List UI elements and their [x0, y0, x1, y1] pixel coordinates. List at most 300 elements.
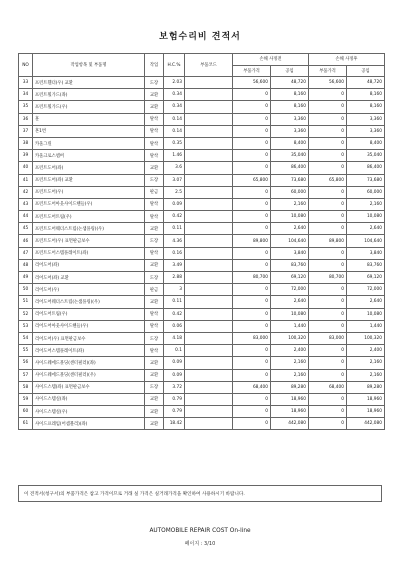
row-after-part-price: 0: [309, 296, 347, 308]
row-hours: 4.36: [164, 235, 185, 247]
estimate-table: [18, 53, 385, 430]
row-item: 혼1번: [33, 125, 145, 137]
row-after-labor: 1,440: [347, 320, 385, 332]
row-no: 43: [19, 198, 33, 210]
row-hours: 18.42: [164, 418, 185, 430]
table-row: [19, 211, 385, 223]
row-work: 탈착: [145, 113, 164, 125]
row-item: 프런트도어트림(우): [33, 211, 145, 223]
row-after-part-price: 0: [309, 345, 347, 357]
row-no: 49: [19, 272, 33, 284]
row-after-labor: 8,160: [347, 101, 385, 113]
row-work: 도장: [145, 77, 164, 89]
row-work: 교환: [145, 296, 164, 308]
row-before-part-price: 0: [233, 113, 271, 125]
row-before-part-price: 0: [233, 320, 271, 332]
row-hours: 0.09: [164, 198, 185, 210]
row-hours: 0.34: [164, 101, 185, 113]
row-before-part-price: 0: [233, 137, 271, 149]
row-before-labor: 60,000: [271, 186, 309, 198]
row-part-code: [185, 381, 233, 393]
row-before-part-price: 0: [233, 150, 271, 162]
row-no: 58: [19, 381, 33, 393]
row-before-part-price: 0: [233, 211, 271, 223]
page-number: 페이지 : 3/10: [184, 541, 216, 547]
row-work: 판금: [145, 284, 164, 296]
row-hours: 0.11: [164, 223, 185, 235]
row-work: 교환: [145, 369, 164, 381]
row-part-code: [185, 320, 233, 332]
row-no: 51: [19, 296, 33, 308]
row-before-labor: 83,760: [271, 259, 309, 271]
row-no: 50: [19, 284, 33, 296]
row-item: 프런트휀더(우) 교환: [33, 77, 145, 89]
document-title: 보험수리비 견적서: [159, 32, 241, 42]
row-before-labor: 35,040: [271, 150, 309, 162]
row-work: 도장: [145, 381, 164, 393]
table-row: [19, 418, 385, 430]
row-before-part-price: 0: [233, 284, 271, 296]
row-no: 53: [19, 320, 33, 332]
row-before-labor: 104,640: [271, 235, 309, 247]
row-hours: 0.14: [164, 113, 185, 125]
row-work: 탈착: [145, 150, 164, 162]
row-no: 41: [19, 174, 33, 186]
row-before-labor: 3,360: [271, 125, 309, 137]
row-hours: 0.11: [164, 296, 185, 308]
row-no: 56: [19, 357, 33, 369]
row-before-part-price: 0: [233, 418, 271, 430]
row-after-part-price: 83,000: [309, 332, 347, 344]
row-work: 탈착: [145, 345, 164, 357]
row-after-part-price: 0: [309, 259, 347, 271]
row-after-part-price: 0: [309, 162, 347, 174]
row-after-labor: 10,080: [347, 308, 385, 320]
table-row: [19, 272, 385, 284]
row-no: 57: [19, 369, 33, 381]
row-item: 사이드웨에드몰딩(센터필러)(좌): [33, 357, 145, 369]
table-row: [19, 332, 385, 344]
header-no: NO: [19, 54, 33, 77]
row-work: 도장: [145, 174, 164, 186]
row-hours: 0.35: [164, 137, 185, 149]
row-item: 프런트도어웨더스트립(논샘플링)(우): [33, 223, 145, 235]
table-row: [19, 320, 385, 332]
row-item: 프런트도어(좌): [33, 162, 145, 174]
row-before-labor: 18,960: [271, 393, 309, 405]
row-hours: 0.09: [164, 357, 185, 369]
row-before-labor: 8,160: [271, 101, 309, 113]
row-part-code: [185, 284, 233, 296]
row-after-labor: 35,040: [347, 150, 385, 162]
row-hours: 0.09: [164, 369, 185, 381]
row-work: 도장: [145, 235, 164, 247]
row-item: 프런트도어(좌) 교환: [33, 174, 145, 186]
header-after-assessment: 손해 사정후: [309, 54, 385, 66]
row-hours: 3.07: [164, 174, 185, 186]
row-hours: 2.03: [164, 77, 185, 89]
row-work: 교환: [145, 162, 164, 174]
table-row: [19, 284, 385, 296]
row-no: 54: [19, 332, 33, 344]
row-before-part-price: 0: [233, 296, 271, 308]
row-before-labor: 10,080: [271, 211, 309, 223]
row-after-part-price: 0: [309, 137, 347, 149]
row-before-part-price: 0: [233, 357, 271, 369]
row-hours: 0.16: [164, 247, 185, 259]
row-no: 46: [19, 235, 33, 247]
estimate-rows: [19, 77, 385, 430]
row-work: 교환: [145, 393, 164, 405]
row-no: 61: [19, 418, 33, 430]
row-before-labor: 2,160: [271, 357, 309, 369]
row-item: 프런트휠가드(우): [33, 101, 145, 113]
row-work: 교환: [145, 406, 164, 418]
row-after-labor: 10,080: [347, 211, 385, 223]
price-disclaimer: 이 견적서(청구서)의 부품가격은 참고 가격이므로 거래 실 가격은 실거래가격을 확인하여 사용하시기 바랍니다.: [18, 485, 382, 502]
row-after-part-price: 0: [309, 357, 347, 369]
row-after-part-price: 0: [309, 113, 347, 125]
row-work: 교환: [145, 223, 164, 235]
row-after-labor: 69,120: [347, 272, 385, 284]
row-before-labor: 3,360: [271, 113, 309, 125]
row-hours: 0.79: [164, 393, 185, 405]
header-hours: H.C.%: [164, 54, 185, 77]
row-before-labor: 72,000: [271, 284, 309, 296]
row-item: 카울크로스멤버: [33, 150, 145, 162]
row-before-part-price: 0: [233, 89, 271, 101]
header-item: 작업항목 및 부품명: [33, 54, 145, 77]
row-hours: 3: [164, 284, 185, 296]
table-row: [19, 186, 385, 198]
row-after-part-price: 65,800: [309, 174, 347, 186]
row-after-labor: 3,360: [347, 113, 385, 125]
row-after-labor: 2,160: [347, 369, 385, 381]
row-part-code: [185, 223, 233, 235]
row-before-part-price: 0: [233, 198, 271, 210]
row-after-part-price: 0: [309, 308, 347, 320]
row-item: 리어도어(좌): [33, 259, 145, 271]
row-after-part-price: 0: [309, 369, 347, 381]
row-no: 33: [19, 77, 33, 89]
row-work: 도장: [145, 332, 164, 344]
row-after-part-price: 0: [309, 198, 347, 210]
row-after-part-price: 0: [309, 320, 347, 332]
row-after-labor: 60,000: [347, 186, 385, 198]
row-no: 42: [19, 186, 33, 198]
row-work: 탈착: [145, 211, 164, 223]
row-no: 38: [19, 137, 33, 149]
row-before-labor: 73,680: [271, 174, 309, 186]
table-row: [19, 296, 385, 308]
row-item: 리어도어(우) 표면판금보수: [33, 332, 145, 344]
row-no: 60: [19, 406, 33, 418]
row-part-code: [185, 369, 233, 381]
row-before-labor: 2,640: [271, 223, 309, 235]
row-hours: 2.88: [164, 272, 185, 284]
row-hours: 3.49: [164, 259, 185, 271]
row-part-code: [185, 406, 233, 418]
row-after-part-price: 80,700: [309, 272, 347, 284]
row-before-labor: 442,080: [271, 418, 309, 430]
table-row: [19, 125, 385, 137]
row-work: 탈착: [145, 308, 164, 320]
row-before-labor: 2,160: [271, 369, 309, 381]
table-row: [19, 393, 385, 405]
row-after-part-price: 0: [309, 89, 347, 101]
footer-title: AUTOMOBILE REPAIR COST On-line: [149, 528, 251, 534]
row-item: 리어도어웨더스트립(논샘플링)(우): [33, 296, 145, 308]
row-no: 35: [19, 101, 33, 113]
row-hours: 1.46: [164, 150, 185, 162]
row-part-code: [185, 125, 233, 137]
header-part-code: 부품코드: [185, 54, 233, 77]
row-hours: 0.79: [164, 406, 185, 418]
row-before-part-price: 56,600: [233, 77, 271, 89]
header-before-labor: 공임: [271, 65, 309, 77]
row-part-code: [185, 174, 233, 186]
row-after-labor: 8,400: [347, 137, 385, 149]
row-item: 프런트휠가드(좌): [33, 89, 145, 101]
row-no: 40: [19, 162, 33, 174]
row-after-labor: 2,640: [347, 296, 385, 308]
row-before-labor: 2,160: [271, 198, 309, 210]
row-item: 리어도어트림(우): [33, 308, 145, 320]
header-after-labor: 공임: [347, 65, 385, 77]
row-part-code: [185, 345, 233, 357]
row-after-labor: 8,160: [347, 89, 385, 101]
row-before-part-price: 0: [233, 308, 271, 320]
row-no: 34: [19, 89, 33, 101]
row-no: 48: [19, 259, 33, 271]
row-after-part-price: 89,800: [309, 235, 347, 247]
row-part-code: [185, 418, 233, 430]
row-before-part-price: 0: [233, 393, 271, 405]
row-before-labor: 18,960: [271, 406, 309, 418]
row-item: 사이드스텝(좌) 표면판금보수: [33, 381, 145, 393]
row-part-code: [185, 235, 233, 247]
row-part-code: [185, 101, 233, 113]
row-after-labor: 89,280: [347, 381, 385, 393]
row-after-labor: 3,840: [347, 247, 385, 259]
header-before-assessment: 손해 사정전: [233, 54, 309, 66]
row-after-labor: 18,960: [347, 393, 385, 405]
row-work: 교환: [145, 418, 164, 430]
row-part-code: [185, 113, 233, 125]
row-before-part-price: 65,800: [233, 174, 271, 186]
header-work: 작업: [145, 54, 164, 77]
row-before-part-price: 0: [233, 101, 271, 113]
table-row: [19, 101, 385, 113]
row-before-labor: 48,720: [271, 77, 309, 89]
row-before-part-price: 0: [233, 369, 271, 381]
row-no: 37: [19, 125, 33, 137]
row-work: 교환: [145, 259, 164, 271]
table-row: [19, 174, 385, 186]
row-before-labor: 100,320: [271, 332, 309, 344]
row-no: 45: [19, 223, 33, 235]
row-before-labor: 10,080: [271, 308, 309, 320]
row-after-labor: 2,160: [347, 357, 385, 369]
row-before-part-price: 89,800: [233, 235, 271, 247]
row-no: 52: [19, 308, 33, 320]
table-row: [19, 223, 385, 235]
row-no: 36: [19, 113, 33, 125]
row-part-code: [185, 77, 233, 89]
row-before-part-price: 0: [233, 259, 271, 271]
row-before-part-price: 68,400: [233, 381, 271, 393]
row-part-code: [185, 162, 233, 174]
row-work: 도장: [145, 272, 164, 284]
row-before-part-price: 0: [233, 345, 271, 357]
header-after-part-price: 부품가격: [309, 65, 347, 77]
row-before-labor: 8,400: [271, 137, 309, 149]
row-item: 사이드스텝실(우): [33, 406, 145, 418]
row-item: 프런트도어(우): [33, 186, 145, 198]
row-item: 사이드웨에드몰딩(센터필러)(우): [33, 369, 145, 381]
table-row: [19, 259, 385, 271]
row-work: 교환: [145, 357, 164, 369]
row-hours: 3.72: [164, 381, 185, 393]
row-item: 프런트도어(우) 표면판금보수: [33, 235, 145, 247]
row-hours: 0.42: [164, 211, 185, 223]
row-part-code: [185, 247, 233, 259]
row-after-part-price: 0: [309, 125, 347, 137]
row-part-code: [185, 89, 233, 101]
row-part-code: [185, 259, 233, 271]
row-hours: 0.14: [164, 125, 185, 137]
row-before-labor: 1,440: [271, 320, 309, 332]
table-row: [19, 247, 385, 259]
table-row: [19, 77, 385, 89]
row-before-labor: 2,640: [271, 296, 309, 308]
row-before-part-price: 0: [233, 162, 271, 174]
table-row: [19, 137, 385, 149]
row-after-labor: 442,080: [347, 418, 385, 430]
table-row: [19, 150, 385, 162]
row-hours: 0.06: [164, 320, 185, 332]
row-item: 프런트도어스텝플레이트(좌): [33, 247, 145, 259]
table-row: [19, 113, 385, 125]
row-after-labor: 86,400: [347, 162, 385, 174]
row-after-labor: 2,400: [347, 345, 385, 357]
row-hours: 0.42: [164, 308, 185, 320]
row-part-code: [185, 357, 233, 369]
row-work: 판금: [145, 186, 164, 198]
table-row: [19, 198, 385, 210]
row-after-labor: 100,320: [347, 332, 385, 344]
row-after-labor: 104,640: [347, 235, 385, 247]
row-before-part-price: 0: [233, 247, 271, 259]
table-row: [19, 406, 385, 418]
row-after-labor: 48,720: [347, 77, 385, 89]
row-no: 59: [19, 393, 33, 405]
row-work: 교환: [145, 101, 164, 113]
row-after-part-price: 0: [309, 150, 347, 162]
row-after-part-price: 0: [309, 223, 347, 235]
row-item: 프런트도어아웃사이드핸들(우): [33, 198, 145, 210]
table-row: [19, 381, 385, 393]
row-after-part-price: 0: [309, 186, 347, 198]
row-work: 탈착: [145, 137, 164, 149]
table-row: [19, 308, 385, 320]
row-after-part-price: 68,400: [309, 381, 347, 393]
row-before-labor: 69,120: [271, 272, 309, 284]
row-before-labor: 3,840: [271, 247, 309, 259]
table-row: [19, 235, 385, 247]
row-no: 44: [19, 211, 33, 223]
table-row: [19, 357, 385, 369]
row-after-part-price: 0: [309, 211, 347, 223]
row-no: 39: [19, 150, 33, 162]
row-before-labor: 8,160: [271, 89, 309, 101]
row-item: 리어도어스텝플레이트(좌): [33, 345, 145, 357]
table-row: [19, 89, 385, 101]
row-after-part-price: 0: [309, 284, 347, 296]
row-work: 교환: [145, 89, 164, 101]
row-before-part-price: 0: [233, 186, 271, 198]
row-part-code: [185, 393, 233, 405]
row-part-code: [185, 211, 233, 223]
row-no: 47: [19, 247, 33, 259]
table-row: [19, 162, 385, 174]
table-row: [19, 345, 385, 357]
row-hours: 4.18: [164, 332, 185, 344]
row-before-labor: 89,280: [271, 381, 309, 393]
row-hours: 0.34: [164, 89, 185, 101]
row-item: 사이드스텝실(좌): [33, 393, 145, 405]
row-hours: 3.6: [164, 162, 185, 174]
row-part-code: [185, 186, 233, 198]
row-item: 사이드프레임(어셈블리)(좌): [33, 418, 145, 430]
row-item: 리어도어(좌) 교환: [33, 272, 145, 284]
row-work: 탈착: [145, 320, 164, 332]
row-part-code: [185, 296, 233, 308]
row-before-part-price: 0: [233, 406, 271, 418]
row-work: 탈착: [145, 198, 164, 210]
row-part-code: [185, 272, 233, 284]
row-part-code: [185, 137, 233, 149]
row-after-part-price: 0: [309, 247, 347, 259]
row-item: 훈: [33, 113, 145, 125]
row-after-part-price: 0: [309, 418, 347, 430]
row-work: 탈착: [145, 247, 164, 259]
table-row: [19, 369, 385, 381]
row-part-code: [185, 150, 233, 162]
row-after-labor: 73,680: [347, 174, 385, 186]
row-part-code: [185, 198, 233, 210]
row-before-labor: 2,400: [271, 345, 309, 357]
row-part-code: [185, 332, 233, 344]
header-before-part-price: 부품가격: [233, 65, 271, 77]
row-part-code: [185, 308, 233, 320]
row-after-labor: 72,000: [347, 284, 385, 296]
row-after-labor: 18,960: [347, 406, 385, 418]
row-item: 리어도어아웃사이드핸들(우): [33, 320, 145, 332]
row-before-part-price: 0: [233, 125, 271, 137]
row-after-labor: 2,160: [347, 198, 385, 210]
row-before-part-price: 0: [233, 223, 271, 235]
row-before-labor: 86,400: [271, 162, 309, 174]
row-after-part-price: 0: [309, 393, 347, 405]
row-after-labor: 3,360: [347, 125, 385, 137]
row-after-labor: 83,760: [347, 259, 385, 271]
row-no: 55: [19, 345, 33, 357]
row-hours: 2.5: [164, 186, 185, 198]
row-item: 카울그릴: [33, 137, 145, 149]
row-after-labor: 2,640: [347, 223, 385, 235]
row-before-part-price: 83,000: [233, 332, 271, 344]
